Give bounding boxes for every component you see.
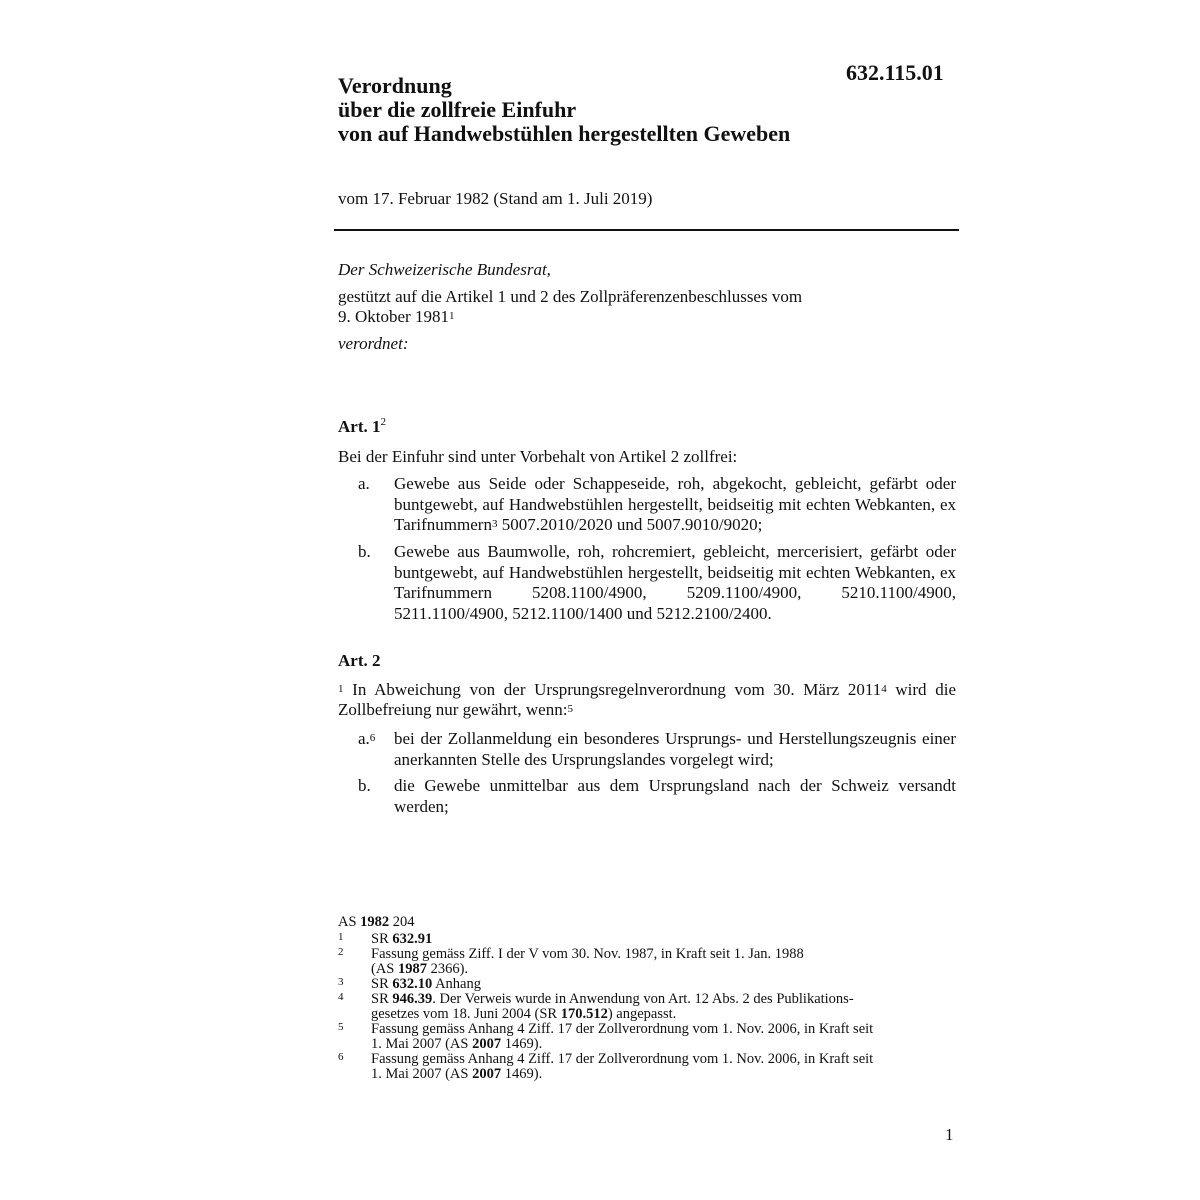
footnote-2 xyxy=(338,947,958,977)
art1-item-a-text-main: Gewebe aus Seide oder Schappeseide, roh, abgekocht, gebleicht, gefärbt oder buntgewebt, auf Handwebstühlen hergestellt, beidseitig mit echten Webkanten, ex Tarifnummern xyxy=(394,474,956,534)
art2-item-b xyxy=(358,776,956,817)
art1-item-b-label: b. xyxy=(358,542,371,561)
art1-item-a-text-codes: 5007.2010/2020 und 5007.9010/9020; xyxy=(497,515,763,534)
footnote-ref-2[interactable]: 2 xyxy=(380,416,386,428)
as-prefix: AS xyxy=(338,914,361,930)
footnote-number: 1 xyxy=(338,931,344,943)
header-divider xyxy=(334,229,959,231)
footnote-ref-6[interactable]: 6 xyxy=(369,732,376,744)
art1-item-a xyxy=(358,474,956,536)
footnote-text: SR 946.39. Der Verweis wurde in Anwendung von Art. 12 Abs. 2 des Publikations- gesetzes vom 18. Juni 2004 (SR 170.512) angepasst. xyxy=(371,991,854,1022)
date-line: vom 17. Februar 1982 (Stand am 1. Juli 2019) xyxy=(338,189,653,208)
footnote-6 xyxy=(338,1052,958,1082)
preamble-basis-line-2 xyxy=(338,307,802,327)
art2-item-b-label: b. xyxy=(358,776,371,795)
art2-para-text-1: In Abweichung von der Ursprungsregelnverordnung vom 30. März 2011 xyxy=(343,680,882,699)
footnotes xyxy=(338,915,958,1082)
document-title xyxy=(338,74,790,146)
footnote-text: Fassung gemäss Anhang 4 Ziff. 17 der Zollverordnung vom 1. Nov. 2006, in Kraft seit 1. Mai 2007 (AS 2007 1469). xyxy=(371,1051,874,1082)
title-line-2: über die zollfreie Einfuhr xyxy=(338,97,577,122)
art1-item-a-label: a. xyxy=(358,474,370,493)
art2-item-a xyxy=(358,729,956,770)
preamble-basis xyxy=(338,287,802,327)
footnote-3 xyxy=(338,977,958,992)
footnote-ref-4[interactable]: 4 xyxy=(881,683,887,695)
footnote-5 xyxy=(338,1022,958,1052)
preamble-basis-line-1: gestützt auf die Artikel 1 und 2 des Zollpräferenzenbeschlusses vom xyxy=(338,287,803,306)
preamble-authority: Der Schweizerische Bundesrat, xyxy=(338,260,551,279)
footnote-text: Fassung gemäss Anhang 4 Ziff. 17 der Zollverordnung vom 1. Nov. 2006, in Kraft seit 1. Mai 2007 (AS 2007 1469). xyxy=(371,1021,874,1052)
footnote-text: Fassung gemäss Ziff. I der V vom 30. Nov. 1987, in Kraft seit 1. Jan. 1988 (AS 1987 2366). xyxy=(371,946,804,977)
footnote-ref-5[interactable]: 5 xyxy=(567,703,573,715)
footnote-list xyxy=(338,932,958,1082)
art2-paragraph-1 xyxy=(338,680,956,720)
art2-item-a-text: bei der Zollanmeldung ein besonderes Ursprungs- und Herstellungszeugnis einer anerkannten Stelle des Ursprungslandes vorgelegt wird; xyxy=(394,729,956,769)
footnote-ref-1[interactable]: 1 xyxy=(448,310,455,322)
as-citation xyxy=(338,915,958,930)
title-line-1: Verordnung xyxy=(338,73,452,98)
footnote-number: 4 xyxy=(338,991,344,1003)
as-year: 1982 xyxy=(360,914,390,930)
footnote-number: 2 xyxy=(338,946,344,958)
page-number: 1 xyxy=(945,1125,954,1144)
art2-heading: Art. 2 xyxy=(338,651,381,670)
sr-number: 632.115.01 xyxy=(846,60,944,85)
art1-heading xyxy=(338,417,386,437)
art1-item-b-text: Gewebe aus Baumwolle, roh, rohcremiert, gebleicht, mercerisiert, gefärbt oder buntgewebt, auf Handwebstühlen hergestellt, beidseitig mit echten Webkanten, ex Tarifnummern 5208.1100/4900, 5209.1100/4900, 5210.1100/4900, 5211.1100/4900, 5212.1100/1400 und 5212.2100/2400. xyxy=(394,542,956,623)
art1-item-b xyxy=(358,542,956,624)
art1-heading-text: Art. 1 xyxy=(338,417,381,436)
preamble-verordnet: verordnet: xyxy=(338,334,409,353)
footnote-text: SR 632.91 xyxy=(371,931,433,947)
footnote-number: 5 xyxy=(338,1021,344,1033)
art2-item-a-label-text: a. xyxy=(358,729,370,748)
art2-para-text-2: wird die Zollbefreiung nur gewährt, wenn: xyxy=(338,680,956,719)
footnote-number: 3 xyxy=(338,976,344,988)
footnote-1 xyxy=(338,932,958,947)
art2-item-b-text: die Gewebe unmittelbar aus dem Ursprungsland nach der Schweiz versandt werden; xyxy=(394,776,956,816)
footnote-ref-3[interactable]: 3 xyxy=(491,518,498,530)
art1-intro: Bei der Einfuhr sind unter Vorbehalt von Artikel 2 zollfrei: xyxy=(338,447,738,466)
preamble-basis-date: 9. Oktober 1981 xyxy=(338,307,449,326)
as-page: 204 xyxy=(389,914,415,930)
footnote-text: SR 632.10 Anhang xyxy=(371,976,481,992)
footnote-number: 6 xyxy=(338,1051,344,1063)
art2-item-a-label xyxy=(358,729,375,750)
footnote-4 xyxy=(338,992,958,1022)
title-line-3: von auf Handwebstühlen hergestellten Geweben xyxy=(338,121,791,146)
art1-item-a-text xyxy=(394,474,956,536)
art2-para-number: 1 xyxy=(338,683,344,695)
